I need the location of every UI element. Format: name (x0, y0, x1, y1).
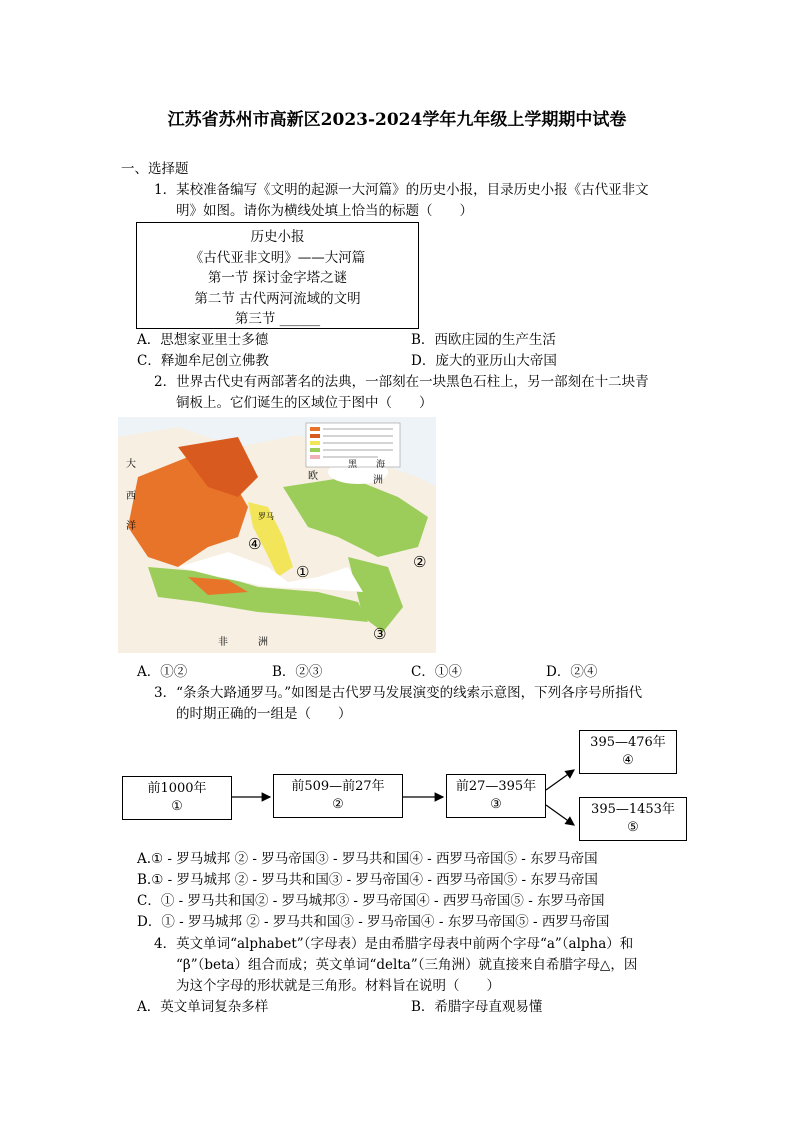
q2-option-a[interactable]: A．①② (137, 664, 188, 680)
q2-option-c[interactable]: C．①④ (411, 664, 462, 680)
map-label: 非 (218, 637, 228, 648)
q4-stem-line1: 4．英文单词“alphabet”（字母表）是由希腊字母表中前两个字母“a”（alpha）和 (154, 936, 634, 952)
arrow-3-5 (546, 805, 574, 825)
arrow-3-4 (546, 770, 574, 790)
q3-stem-line2: 的时期正确的一组是（ ） (176, 706, 352, 722)
q1-box-line: 历史小报 (250, 229, 305, 245)
q3-option-b[interactable]: B.① - 罗马城邦 ② - 罗马共和国③ - 罗马帝国④ - 西罗马帝国⑤ - 东罗马帝国 (137, 872, 598, 888)
q4-option-b[interactable]: B．希腊字母直观易懂 (411, 999, 543, 1015)
q1-option-d[interactable]: D．庞大的亚历山大帝国 (411, 353, 557, 369)
flow-period: 395—476年 (590, 735, 666, 750)
flow-num: ③ (490, 797, 502, 812)
q1-stem-line1: 1．某校准备编写《文明的起源一大河篇》的历史小报，目录历史小报《古代亚非文 (154, 182, 649, 198)
q1-box-line: 第二节 古代两河流域的文明 (194, 291, 361, 307)
flow-num: ② (332, 797, 344, 812)
map-label: 洋 (126, 521, 136, 532)
q4-stem-line3: 为这个字母的形状就是三角形。材料旨在说明（ ） (176, 978, 500, 994)
q4-stem-line2: “β”（beta）组合而成；英文单词“delta”（三角洲）就直接来自希腊字母△，因 (176, 957, 638, 973)
map-label: 大 (126, 459, 136, 470)
q3-option-d[interactable]: D．① - 罗马城邦 ② - 罗马共和国③ - 罗马帝国④ - 东罗马帝国⑤ - 西罗马帝国 (137, 914, 610, 930)
map-marker-2: ② (413, 553, 427, 571)
q2-option-d[interactable]: D．②④ (546, 664, 598, 680)
q1-box-line: 《古代亚非文明》——大河篇 (189, 250, 366, 266)
q3-stem-line1: 3．“条条大路通罗马。”如图是古代罗马发展演变的线索示意图，下列各序号所指代 (154, 685, 643, 701)
map-marker-4: ④ (248, 535, 262, 553)
flow-num: ⑤ (627, 820, 639, 835)
flow-period: 395—1453年 (591, 802, 675, 817)
map-marker-1: ① (296, 563, 310, 581)
map-marker-3: ③ (373, 625, 387, 643)
q1-option-a[interactable]: A．思想家亚里士多德 (137, 332, 269, 348)
q1-stem-line2: 明》如图。请你为横线处填上恰当的标题（ ） (176, 203, 473, 219)
q3-option-a[interactable]: A.① - 罗马城邦 ② - 罗马帝国③ - 罗马共和国④ - 西罗马帝国⑤ - 东罗马帝国 (137, 851, 598, 867)
map-label: 洲 (373, 475, 383, 486)
q3-option-c[interactable]: C．① - 罗马共和国② - 罗马城邦③ - 罗马帝国④ - 西罗马帝国⑤ - 东罗马帝国 (137, 893, 605, 909)
flow-period: 前1000年 (147, 781, 207, 796)
q1-box-line: 第一节 探讨金字塔之谜 (207, 270, 348, 286)
section-heading: 一、选择题 (121, 161, 189, 177)
flow-period: 前509—前27年 (291, 779, 385, 794)
map-label: 洲 (258, 637, 268, 648)
q1-option-c[interactable]: C．释迦牟尼创立佛教 (137, 353, 269, 369)
flow-period: 前27—395年 (455, 779, 537, 794)
map-label: 欧 (308, 471, 318, 482)
q2-stem-line1: 2．世界古代史有两部著名的法典，一部刻在一块黑色石柱上，另一部刻在十二块青 (154, 374, 649, 390)
map-label: 西 (126, 491, 136, 502)
map-label: 黑 (348, 460, 358, 470)
map-label: 罗马 (258, 512, 274, 521)
q4-option-a[interactable]: A．英文单词复杂多样 (137, 999, 269, 1015)
map-label: 海 (376, 460, 386, 470)
flow-num: ① (171, 799, 183, 814)
q2-option-b[interactable]: B．②③ (272, 664, 323, 680)
q2-stem-line2: 铜板上。它们诞生的区域位于图中（ ） (176, 395, 433, 411)
page-title: 江苏省苏州市高新区2023-2024学年九年级上学期期中试卷 (167, 110, 627, 130)
q1-option-b[interactable]: B．西欧庄园的生产生活 (411, 332, 556, 348)
q1-box-line: 第三节 ______ (234, 311, 321, 327)
flow-num: ④ (622, 753, 634, 768)
